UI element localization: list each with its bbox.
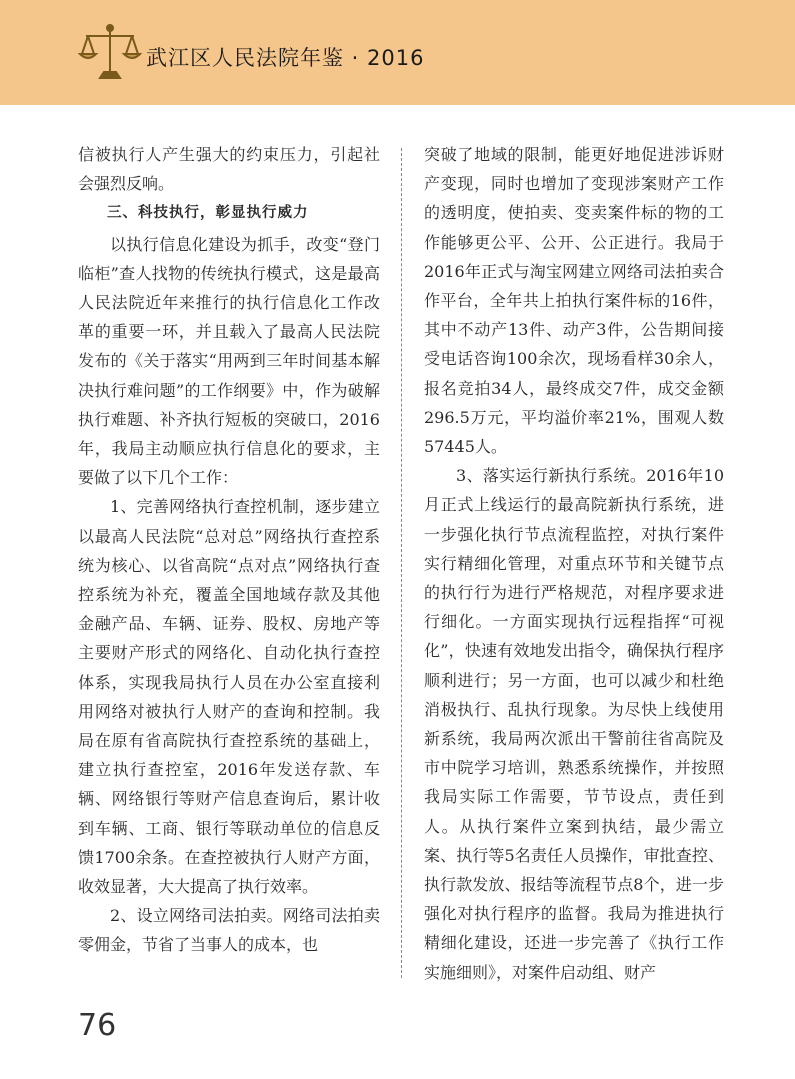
- section-heading: 三、科技执行，彰显执行威力: [107, 205, 309, 222]
- left-column: [78, 140, 380, 960]
- scales-of-justice-icon: [78, 22, 142, 82]
- paragraph-item-1: 1、完善网络执行查控机制，逐步建立以最高人民法院“总对总”网络执行查控系统为核心、以省高院“点对点”网络执行查控系统为补充，覆盖全国地域存款及其他金融产品、车辆、证券、股权、房地产等主要财产形式的网络化、自动化执行查控体系，实现我局执行人员在办公室直接利用网络对被执行人财产的查询和控制。我局在原有省高院执行查控系统的基础上，建立执行查控室，2016年发送存款、车辆、网络银行等财产信息查询后，累计收到车辆、工商、银行等联动单位的信息反馈1700余条。在查控被执行人财产方面，收效显著，大大提高了执行效率。: [78, 497, 380, 897]
- page-header: [0, 0, 795, 105]
- paragraph-item-2: 2、设立网络司法拍卖。网络司法拍卖零佣金，节省了当事人的成本，也: [78, 906, 380, 955]
- paragraph-continued: 信被执行人产生强大的约束压力，引起社会强烈反响。: [78, 145, 380, 194]
- page-number: 76: [78, 1008, 117, 1043]
- column-divider: [401, 148, 402, 978]
- paragraph-intro: 以执行信息化建设为抓手，改变“登门临柜”查人找物的传统执行模式，这是最高人民法院近年来推行的执行信息化工作改革的重要一环，并且载入了最高人民法院发布的《关于落实“用两到三年时间基本解决执行难问题”的工作纲要》中，作为破解执行难题、补齐执行短板的突破口，2016年，我局主动顺应执行信息化的要求，主要做了以下几个工作：: [78, 234, 380, 488]
- paragraph-item-3: 3、落实运行新执行系统。2016年10月正式上线运行的最高院新执行系统，进一步强化执行节点流程监控，对执行案件实行精细化管理，对重点环节和关键节点的执行行为进行严格规范，对程序要求进行细化。一方面实现执行远程指挥“可视化”，快速有效地发出指令，确保执行程序顺利进行；另一方面，也可以减少和杜绝消极执行、乱执行现象。为尽快上线使用新系统，我局两次派出干警前往省高院及市中院学习培训，熟悉系统操作，并按照我局实际工作需要，节节设点，责任到人。从执行案件立案到执结，最少需立案、执行等5名责任人员操作，审批查控、执行款发放、报结等流程节点8个，进一步强化对执行程序的监督。我局为推进执行精细化建设，还进一步完善了《执行工作实施细则》，对案件启动组、财产: [424, 466, 724, 982]
- right-column: [424, 140, 724, 987]
- yearbook-title: 武江区人民法院年鉴 · 2016: [146, 46, 425, 70]
- paragraph-item-2-continued: 突破了地域的限制，能更好地促进涉诉财产变现，同时也增加了变现涉案财产工作的透明度，使拍卖、变卖案件标的物的工作能够更公平、公开、公正进行。我局于2016年正式与淘宝网建立网络司法拍卖合作平台，全年共上拍执行案件标的16件，其中不动产13件、动产3件，公告期间接受电话咨询100余次，现场看样30余人，报名竞拍34人，最终成交7件，成交金额296.5万元，平均溢价率21%，围观人数57445人。: [424, 145, 724, 457]
